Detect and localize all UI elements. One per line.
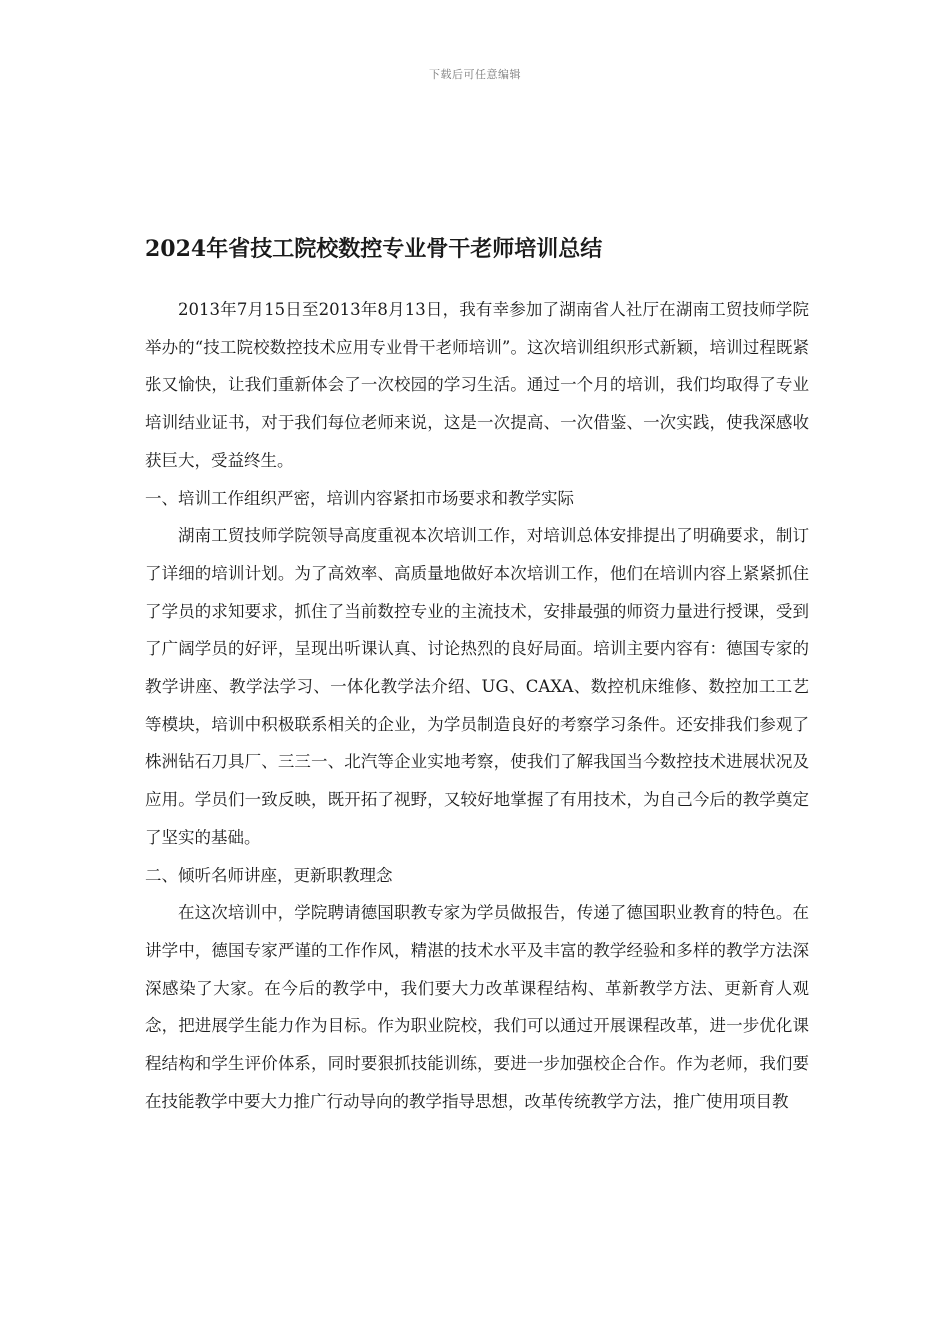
section-heading-1: 一、培训工作组织严密，培训内容紧扣市场要求和教学实际 bbox=[145, 488, 574, 508]
section-2-paragraph: 在这次培训中，学院聘请德国职教专家为学员做报告，传递了德国职业教育的特色。在讲学中，德国专家严谨的工作作风，精湛的技术水平及丰富的教学经验和多样的教学方法深深感染了大家。在今后的教学中，我们要大力改革课程结构、革新教学方法、更新育人观念，把进展学生能力作为目标。作为职业院校，我们可以通过开展课程改革，进一步优化课程结构和学生评价体系，同时要狠抓技能训练，要进一步加强校企合作。作为老师，我们要在技能教学中要大力推广行动导向的教学指导思想，改革传统教学方法，推广使用项目教 bbox=[145, 903, 809, 1111]
section-1-paragraph: 湖南工贸技师学院领导高度重视本次培训工作，对培训总体安排提出了明确要求，制订了详细的培训计划。为了高效率、高质量地做好本次培训工作，他们在培训内容上紧紧抓住了学员的求知要求，抓住了当前数控专业的主流技术，安排最强的师资力量进行授课，受到了广阔学员的好评，呈现出听课认真、讨论热烈的良好局面。培训主要内容有：德国专家的教学讲座、教学法学习、一体化教学法介绍、UG、CAXA、数控机床维修、数控加工工艺等模块，培训中积极联系相关的企业，为学员制造良好的考察学习条件。还安排我们参观了株洲钻石刀具厂、三三一、北汽等企业实地考察，使我们了解我国当今数控技术进展状况及应用。学员们一致反映，既开拓了视野，又较好地掌握了有用技术，为自己今后的教学奠定了坚实的基础。 bbox=[145, 526, 809, 847]
intro-paragraph: 2013年7月15日至2013年8月13日，我有幸参加了湖南省人社厅在湖南工贸技师学院举办的“技工院校数控技术应用专业骨干老师培训”。这次培训组织形式新颖，培训过程既紧张又愉快，让我们重新体会了一次校园的学习生活。通过一个月的培训，我们均取得了专业培训结业证书，对于我们每位老师来说，这是一次提高、一次借鉴、一次实践，使我深感收获巨大，受益终生。 bbox=[145, 300, 809, 470]
section-heading-2: 二、倾听名师讲座，更新职教理念 bbox=[145, 865, 393, 885]
document-body bbox=[145, 232, 809, 1120]
page-header-note: 下载后可任意编辑 bbox=[429, 68, 521, 81]
document-title: 2024年省技工院校数控专业骨干老师培训总结 bbox=[145, 236, 603, 262]
